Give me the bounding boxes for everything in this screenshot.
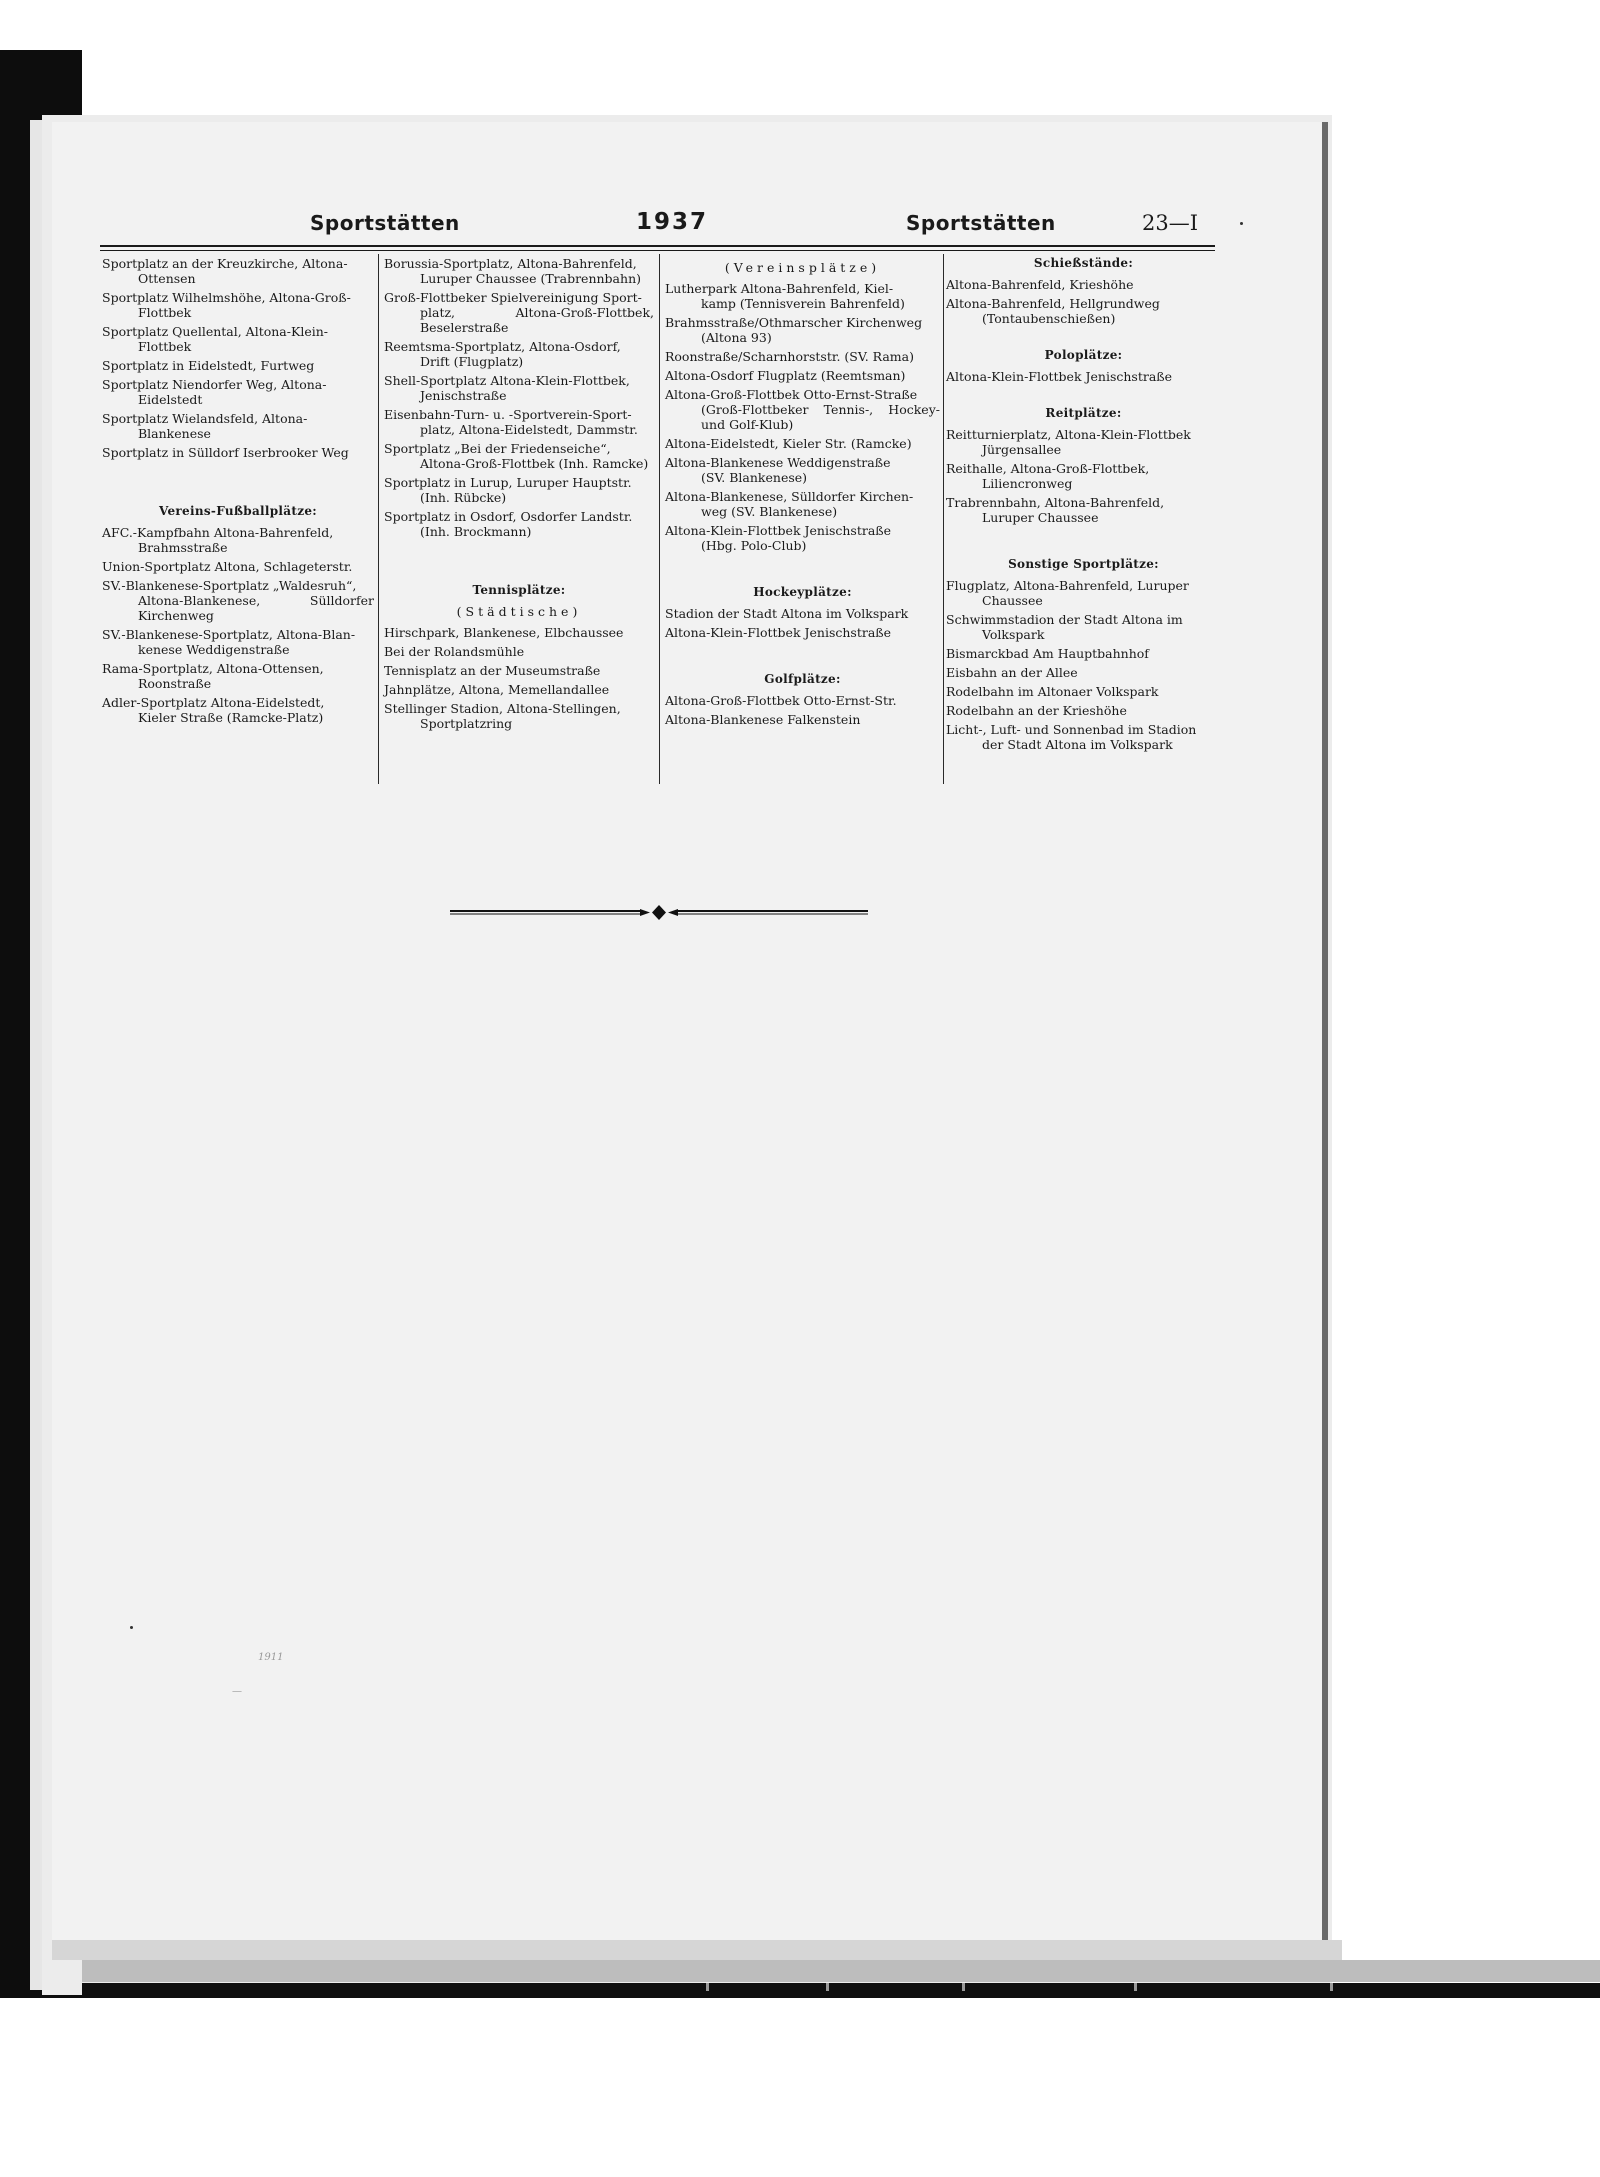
entry-continuation: Altona-Blankenese, Sülldorfer Kirchenweg (138, 593, 374, 623)
entry-line: Rodelbahn im Altonaer Volkspark (946, 684, 1159, 699)
entry-continuation: Volkspark (982, 627, 1045, 642)
directory-entry (946, 665, 1221, 680)
section-heading: Tennisplätze: (472, 583, 566, 597)
entry-line: Bismarckbad Am Hauptbahnhof (946, 646, 1149, 661)
entry-line: Borussia-Sportplatz, Altona-Bahrenfeld, (384, 256, 637, 271)
stray-pencil-mark: 1911 (258, 1652, 284, 1663)
entry-line: Sportplatz Wielandsfeld, Altona- (102, 411, 308, 426)
column-divider (943, 254, 944, 784)
entry-line: Jahnplätze, Altona, Memellandallee (384, 682, 610, 697)
header-rule-thin (100, 250, 1215, 251)
entry-line: Tennisplatz an der Museumstraße (384, 663, 601, 678)
directory-entry (102, 661, 374, 691)
speck (1240, 222, 1243, 225)
entry-line: Altona-Klein-Flottbek Jenischstraße (665, 523, 892, 538)
entry-line: Altona-Blankenese Falkenstein (665, 712, 861, 727)
entry-line: Schwimmstadion der Stadt Altona im (946, 612, 1183, 627)
entry-line: Brahmsstraße/Othmarscher Kirchenweg (665, 315, 923, 330)
entry-continuation: Chaussee (982, 593, 1043, 608)
entry-continuation: Eidelstedt (138, 392, 203, 407)
directory-entry (946, 684, 1221, 699)
entry-continuation: Blankenese (138, 426, 211, 441)
entry-line: Sportplatz Wilhelmshöhe, Altona-Groß- (102, 290, 351, 305)
directory-entry (384, 339, 654, 369)
entry-line: Altona-Blankenese Weddigenstraße (665, 455, 891, 470)
directory-entry (102, 411, 374, 441)
directory-entry (946, 646, 1221, 661)
page-bottom-shadow (52, 1940, 1342, 1960)
directory-entry (946, 427, 1221, 457)
directory-entry (384, 663, 654, 678)
entry-line: AFC.-Kampfbahn Altona-Bahrenfeld, (102, 525, 334, 540)
entry-continuation: Flottbek (138, 339, 192, 354)
entry-line: Altona-Klein-Flottbek Jenischstraße (946, 369, 1173, 384)
directory-entry (384, 256, 654, 286)
entry-continuation: kenese Weddigenstraße (138, 642, 290, 657)
entry-continuation: der Stadt Altona im Volkspark (982, 737, 1173, 752)
directory-entry (102, 627, 374, 657)
section-heading: Sonstige Sportplätze: (1008, 557, 1159, 571)
entry-continuation: Jenischstraße (420, 388, 507, 403)
scan-tick-mark (962, 1983, 965, 1991)
scan-top-margin (0, 0, 1600, 50)
entry-line: Roonstraße/Scharnhorststr. (SV. Rama) (665, 349, 914, 364)
entry-line: Reitturnierplatz, Altona-Klein-Flottbek (946, 427, 1191, 442)
directory-entry (384, 475, 654, 505)
directory-entry (946, 296, 1221, 326)
entry-line: Altona-Eidelstedt, Kieler Str. (Ramcke) (665, 436, 912, 451)
entry-line: Sportplatz Niendorfer Weg, Altona- (102, 377, 327, 392)
entry-line: Altona-Osdorf Flugplatz (Reemtsman) (665, 368, 906, 383)
entry-line: Trabrennbahn, Altona-Bahrenfeld, (946, 495, 1165, 510)
entry-line: Sportplatz in Eidelstedt, Furtweg (102, 358, 315, 373)
entry-line: Hirschpark, Blankenese, Elbchaussee (384, 625, 624, 640)
entry-line: Stellinger Stadion, Altona-Stellingen, (384, 701, 621, 716)
section-heading: Poloplätze: (1044, 348, 1123, 362)
column-divider (659, 254, 660, 784)
directory-entry (946, 703, 1221, 718)
directory-entry (665, 387, 940, 432)
entry-continuation: Luruper Chaussee (Trabrennbahn) (420, 271, 641, 286)
directory-entry (665, 606, 940, 621)
running-header (100, 205, 1210, 241)
entry-continuation: (Groß-Flottbeker Tennis-, Hockey- und Golf-Klub) (701, 402, 940, 432)
directory-entry (946, 722, 1221, 752)
directory-entry (102, 358, 374, 373)
section-heading: Reitplätze: (1045, 406, 1122, 420)
directory-entry (665, 489, 940, 519)
entry-line: Licht-, Luft- und Sonnenbad im Stadion (946, 722, 1197, 737)
directory-entry (946, 495, 1221, 525)
directory-entry (665, 523, 940, 553)
entry-line: Rodelbahn an der Krieshöhe (946, 703, 1127, 718)
entry-continuation: (Tontaubenschießen) (982, 311, 1116, 326)
section-subheading: (Städtische) (456, 604, 582, 619)
section-heading: Vereins-Fußballplätze: (158, 504, 317, 518)
header-right-title: Sportstätten (906, 211, 1056, 235)
directory-entry (384, 407, 654, 437)
directory-entry (665, 281, 940, 311)
entry-continuation: Liliencronweg (982, 476, 1073, 491)
entry-line: Flugplatz, Altona-Bahrenfeld, Luruper (946, 578, 1189, 593)
column-1 (102, 256, 374, 729)
entry-continuation: Brahmsstraße (138, 540, 228, 555)
entry-line: Altona-Bahrenfeld, Krieshöhe (946, 277, 1134, 292)
entry-line: Shell-Sportplatz Altona-Klein-Flottbek, (384, 373, 630, 388)
entry-continuation: (Inh. Rübcke) (420, 490, 507, 505)
directory-entry (946, 461, 1221, 491)
scan-tick-mark (826, 1983, 829, 1991)
column-4 (946, 256, 1221, 756)
column-divider (378, 254, 379, 784)
entry-line: Altona-Groß-Flottbek Otto-Ernst-Straße (665, 387, 918, 402)
directory-entry (102, 445, 374, 460)
speck (130, 1626, 133, 1629)
directory-entry (946, 369, 1221, 384)
stray-pencil-mark: — (232, 1686, 242, 1697)
header-year: 1937 (636, 209, 709, 235)
entry-line: Groß-Flottbeker Spielvereinigung Sport- (384, 290, 642, 305)
section-subheading: (Vereinsplätze) (724, 260, 881, 275)
directory-entry (665, 625, 940, 640)
entry-continuation: Ottensen (138, 271, 196, 286)
entry-line: Altona-Blankenese, Sülldorfer Kirchen- (665, 489, 914, 504)
directory-entry (665, 455, 940, 485)
entry-continuation: kamp (Tennisverein Bahrenfeld) (701, 296, 905, 311)
directory-entry (384, 441, 654, 471)
entry-continuation: Drift (Flugplatz) (420, 354, 524, 369)
entry-line: Altona-Bahrenfeld, Hellgrundweg (946, 296, 1160, 311)
entry-line: Sportplatz in Sülldorf Iserbrooker Weg (102, 445, 349, 460)
entry-continuation: Altona-Groß-Flottbek (Inh. Ramcke) (420, 456, 649, 471)
directory-entry (102, 578, 374, 623)
entry-continuation: Roonstraße (138, 676, 212, 691)
entry-line: Altona-Groß-Flottbek Otto-Ernst-Str. (665, 693, 897, 708)
directory-entry (665, 693, 940, 708)
scan-bottom-gray-band (82, 1960, 1600, 1982)
entry-line: Altona-Klein-Flottbek Jenischstraße (665, 625, 892, 640)
directory-entry (102, 256, 374, 286)
entry-line: Eisenbahn-Turn- u. -Sportverein-Sport- (384, 407, 632, 422)
directory-entry (102, 377, 374, 407)
entry-continuation: platz, Altona-Eidelstedt, Dammstr. (420, 422, 638, 437)
scan-tick-mark (1134, 1983, 1137, 1991)
scan-tick-mark (706, 1983, 709, 1991)
entry-continuation: Flottbek (138, 305, 192, 320)
header-left-title: Sportstätten (310, 211, 460, 235)
entry-line: Sportplatz Quellental, Altona-Klein- (102, 324, 328, 339)
entry-line: Stadion der Stadt Altona im Volkspark (665, 606, 909, 621)
directory-entry (102, 324, 374, 354)
header-rule-thick (100, 245, 1215, 247)
ornament-divider (450, 900, 868, 926)
section-heading: Hockeyplätze: (753, 585, 852, 599)
entry-line: Union-Sportplatz Altona, Schlageterstr. (102, 559, 353, 574)
directory-entry (946, 578, 1221, 608)
entry-continuation: (SV. Blankenese) (701, 470, 808, 485)
entry-line: Reithalle, Altona-Groß-Flottbek, (946, 461, 1150, 476)
entry-continuation: platz, Altona-Groß-Flottbek, Beselerstraße (420, 305, 654, 335)
section-heading: Schießstände: (1033, 256, 1134, 270)
entry-continuation: Luruper Chaussee (982, 510, 1099, 525)
directory-entry (665, 315, 940, 345)
column-3 (665, 256, 940, 731)
directory-entry (665, 368, 940, 383)
entry-continuation: Sportplatzring (420, 716, 513, 731)
entry-line: Sportplatz in Osdorf, Osdorfer Landstr. (384, 509, 633, 524)
book-spine (30, 120, 42, 1990)
page-number: 23—I (1142, 211, 1199, 235)
scan-bottom-black-border (82, 1983, 1600, 1998)
directory-entry (946, 277, 1221, 292)
directory-entry (665, 436, 940, 451)
column-2 (384, 256, 654, 735)
entry-line: Lutherpark Altona-Bahrenfeld, Kiel- (665, 281, 894, 296)
entry-line: Reemtsma-Sportplatz, Altona-Osdorf, (384, 339, 621, 354)
directory-entry (102, 290, 374, 320)
entry-continuation: (Altona 93) (701, 330, 772, 345)
entry-continuation: Kieler Straße (Ramcke-Platz) (138, 710, 324, 725)
directory-entry (102, 695, 374, 725)
directory-entry (946, 612, 1221, 642)
directory-entry (384, 701, 654, 731)
directory-entry (102, 525, 374, 555)
entry-line: Bei der Rolandsmühle (384, 644, 525, 659)
directory-entry (665, 349, 940, 364)
directory-entry (665, 712, 940, 727)
directory-entry (384, 644, 654, 659)
directory-entry (102, 559, 374, 574)
entry-line: Sportplatz „Bei der Friedenseiche“, (384, 441, 611, 456)
directory-entry (384, 373, 654, 403)
entry-line: SV.-Blankenese-Sportplatz „Waldesruh“, (102, 578, 357, 593)
entry-continuation: (Inh. Brockmann) (420, 524, 532, 539)
entry-line: Eisbahn an der Allee (946, 665, 1078, 680)
entry-line: Rama-Sportplatz, Altona-Ottensen, (102, 661, 324, 676)
directory-entry (384, 290, 654, 335)
entry-continuation: (Hbg. Polo-Club) (701, 538, 807, 553)
entry-continuation: Jürgensallee (982, 442, 1062, 457)
scan-tick-mark (1330, 1983, 1333, 1991)
entry-line: Sportplatz in Lurup, Luruper Hauptstr. (384, 475, 632, 490)
section-heading: Golfplätze: (764, 672, 841, 686)
directory-entry (384, 509, 654, 539)
entry-line: SV.-Blankenese-Sportplatz, Altona-Blan- (102, 627, 356, 642)
entry-continuation: weg (SV. Blankenese) (701, 504, 838, 519)
directory-entry (384, 625, 654, 640)
entry-line: Adler-Sportplatz Altona-Eidelstedt, (102, 695, 325, 710)
directory-entry (384, 682, 654, 697)
entry-line: Sportplatz an der Kreuzkirche, Altona- (102, 256, 348, 271)
